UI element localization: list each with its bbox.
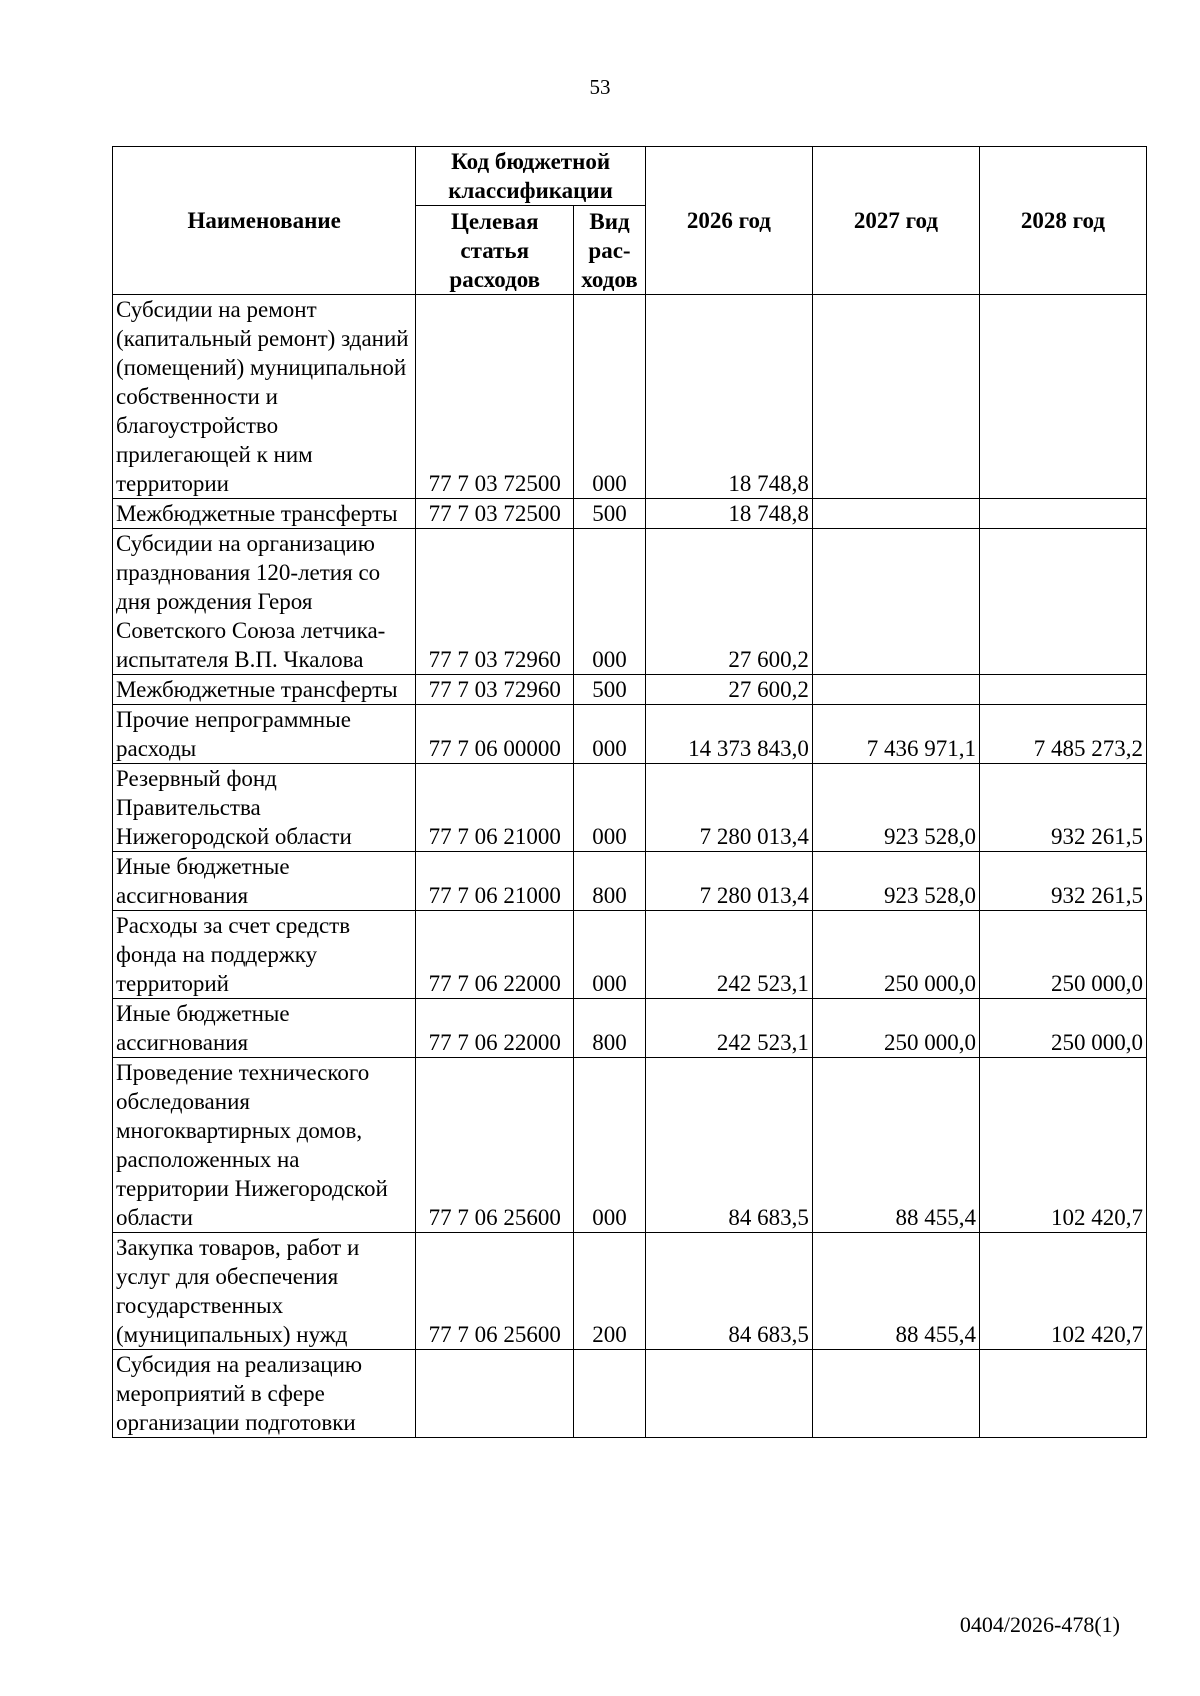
header-2027: 2027 год [812,147,979,295]
row-2027-cell: 923 528,0 [812,852,979,911]
document-code: 0404/2026-478(1) [959,1612,1120,1637]
header-2026: 2026 год [645,147,812,295]
table-row [113,911,1147,999]
row-type-cell [574,1350,646,1438]
row-target-cell: 77 7 06 00000 [416,705,574,764]
row-name-cell: Расходы за счет средств фонда на поддержку территорий [113,911,416,999]
row-2028-cell: 250 000,0 [979,999,1146,1058]
row-2027-cell [812,499,979,529]
row-2026-cell: 27 600,2 [645,529,812,675]
table-row [113,295,1147,499]
row-2026-cell: 7 280 013,4 [645,764,812,852]
table-row [113,1233,1147,1350]
table-row [113,675,1147,705]
row-2026-cell: 27 600,2 [645,675,812,705]
row-2027-cell: 88 455,4 [812,1233,979,1350]
header-type: Вид рас-ходов [574,206,646,295]
row-target-cell: 77 7 06 22000 [416,999,574,1058]
budget-table [112,146,1147,1438]
row-2028-cell [979,1350,1146,1438]
table-row [113,529,1147,675]
table-row [113,764,1147,852]
row-type-cell: 200 [574,1233,646,1350]
row-target-cell: 77 7 06 25600 [416,1233,574,1350]
row-type-cell: 000 [574,764,646,852]
row-type-cell: 500 [574,499,646,529]
page-number: 53 [589,75,611,99]
row-type-cell: 000 [574,705,646,764]
row-2028-cell: 932 261,5 [979,852,1146,911]
row-name-cell: Межбюджетные трансферты [113,499,416,529]
row-type-cell: 000 [574,295,646,499]
row-name-cell: Субсидии на организацию празднования 120-летия со дня рождения Героя Советского Союза летчика-испытателя В.П. Чкалова [113,529,416,675]
row-type-cell: 800 [574,999,646,1058]
row-2027-cell: 923 528,0 [812,764,979,852]
row-name-cell: Прочие непрограммные расходы [113,705,416,764]
row-2027-cell [812,529,979,675]
row-2028-cell [979,529,1146,675]
row-name-cell: Проведение технического обследования многоквартирных домов, расположенных на территории Нижегородской области [113,1058,416,1233]
row-2026-cell [645,1350,812,1438]
row-name-cell: Иные бюджетные ассигнования [113,999,416,1058]
row-2028-cell: 7 485 273,2 [979,705,1146,764]
row-target-cell: 77 7 06 25600 [416,1058,574,1233]
table-row [113,852,1147,911]
header-kbk: Код бюджетной классификации [416,147,646,206]
row-2026-cell: 14 373 843,0 [645,705,812,764]
row-2026-cell: 18 748,8 [645,499,812,529]
row-type-cell: 000 [574,1058,646,1233]
row-2028-cell: 102 420,7 [979,1058,1146,1233]
row-2028-cell: 250 000,0 [979,911,1146,999]
row-target-cell: 77 7 03 72960 [416,529,574,675]
row-name-cell: Резервный фонд Правительства Нижегородской области [113,764,416,852]
header-name: Наименование [113,147,416,295]
row-2026-cell: 242 523,1 [645,911,812,999]
row-2026-cell: 7 280 013,4 [645,852,812,911]
table-row [113,499,1147,529]
row-target-cell: 77 7 03 72960 [416,675,574,705]
table-row [113,1350,1147,1438]
row-2027-cell: 7 436 971,1 [812,705,979,764]
row-2027-cell [812,295,979,499]
row-2028-cell [979,675,1146,705]
row-2028-cell [979,499,1146,529]
row-2028-cell [979,295,1146,499]
header-target: Целевая статья расходов [416,206,574,295]
row-target-cell: 77 7 06 22000 [416,911,574,999]
row-2027-cell: 88 455,4 [812,1058,979,1233]
row-2028-cell: 102 420,7 [979,1233,1146,1350]
row-target-cell: 77 7 03 72500 [416,295,574,499]
table-row [113,999,1147,1058]
row-2027-cell: 250 000,0 [812,911,979,999]
row-2026-cell: 242 523,1 [645,999,812,1058]
row-2026-cell: 84 683,5 [645,1233,812,1350]
row-type-cell: 500 [574,675,646,705]
row-2028-cell: 932 261,5 [979,764,1146,852]
row-target-cell: 77 7 06 21000 [416,764,574,852]
row-name-cell: Субсидия на реализацию мероприятий в сфере организации подготовки [113,1350,416,1438]
table-row [113,1058,1147,1233]
row-target-cell: 77 7 03 72500 [416,499,574,529]
row-name-cell: Закупка товаров, работ и услуг для обеспечения государственных (муниципальных) нужд [113,1233,416,1350]
row-type-cell: 000 [574,529,646,675]
row-2027-cell: 250 000,0 [812,999,979,1058]
row-name-cell: Межбюджетные трансферты [113,675,416,705]
row-2026-cell: 84 683,5 [645,1058,812,1233]
row-name-cell: Субсидии на ремонт (капитальный ремонт) зданий (помещений) муниципальной собственности и благоустройство прилегающей к ним территории [113,295,416,499]
row-target-cell [416,1350,574,1438]
row-name-cell: Иные бюджетные ассигнования [113,852,416,911]
row-2027-cell [812,1350,979,1438]
table-row [113,705,1147,764]
row-target-cell: 77 7 06 21000 [416,852,574,911]
row-2027-cell [812,675,979,705]
header-2028: 2028 год [979,147,1146,295]
row-2026-cell: 18 748,8 [645,295,812,499]
row-type-cell: 800 [574,852,646,911]
row-type-cell: 000 [574,911,646,999]
